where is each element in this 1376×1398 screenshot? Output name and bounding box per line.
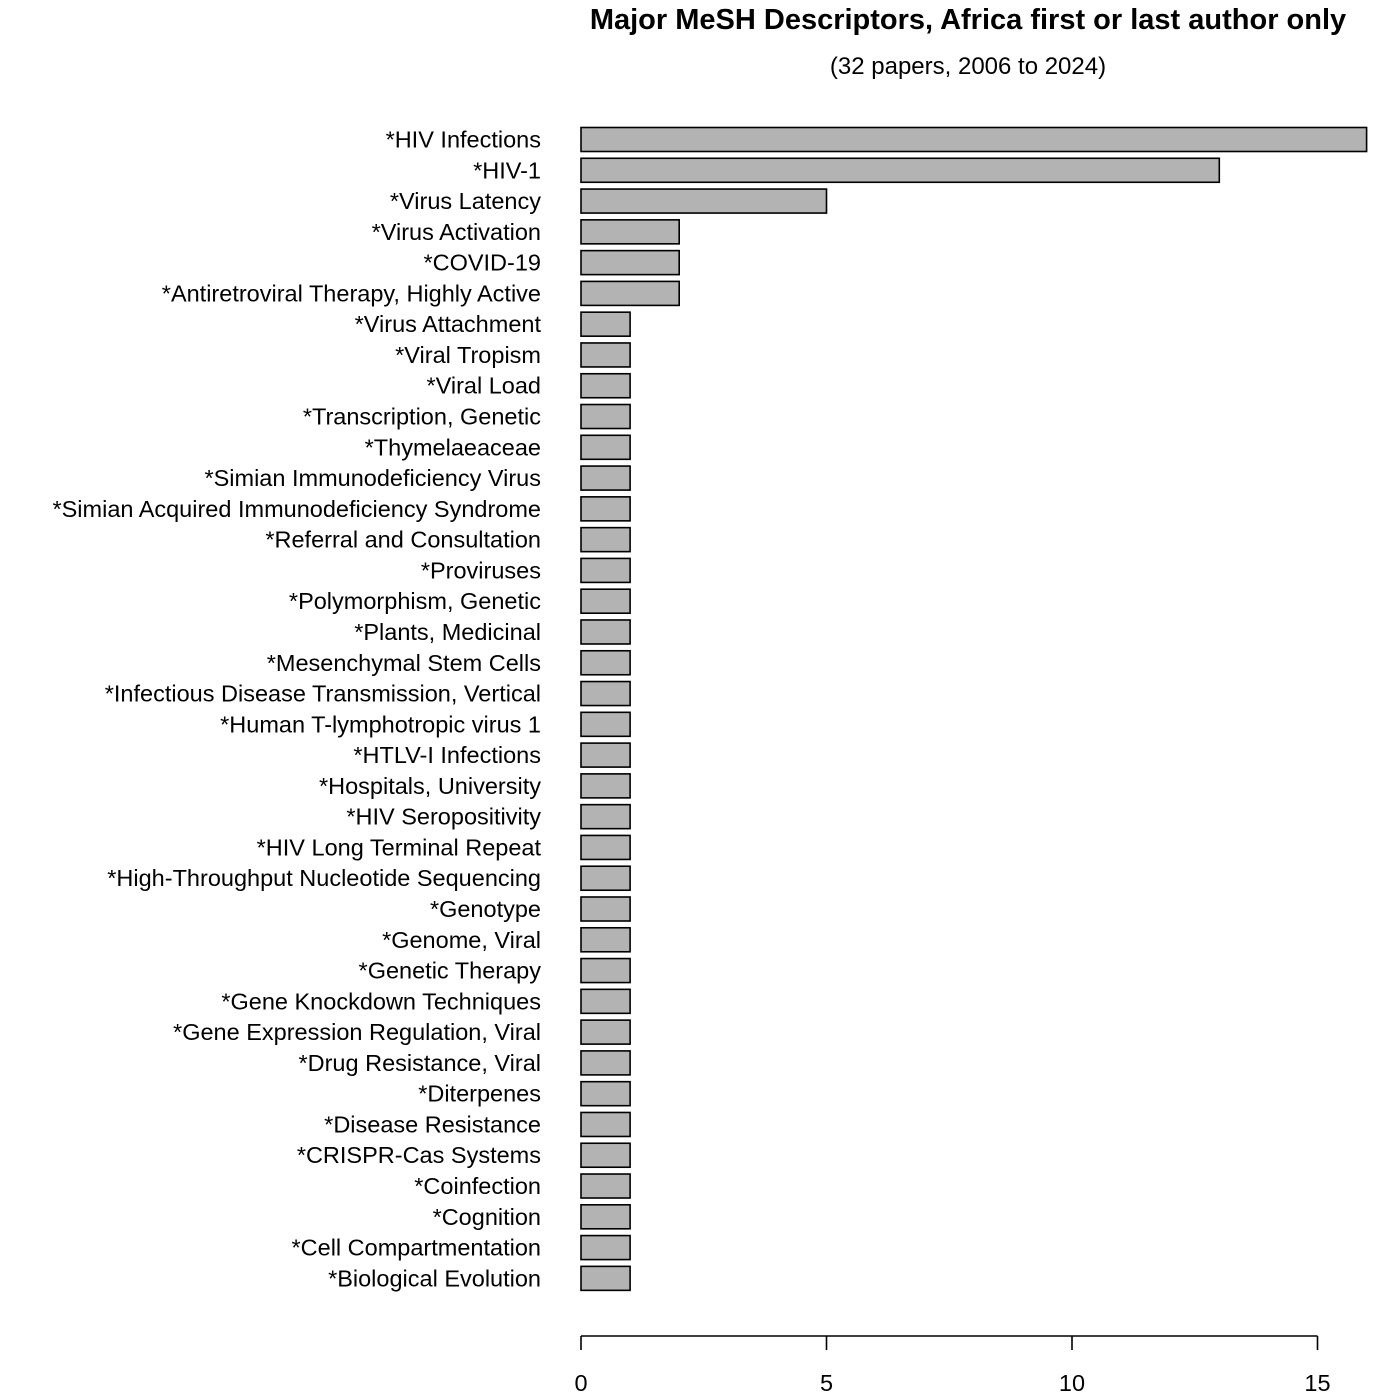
- category-label: *Human T-lymphotropic virus 1: [220, 711, 541, 738]
- bar: [581, 620, 630, 644]
- category-label: *Simian Immunodeficiency Virus: [204, 465, 541, 492]
- category-label: *Genome, Viral: [382, 926, 541, 953]
- category-label: *Transcription, Genetic: [302, 403, 541, 430]
- bars-group: [581, 128, 1367, 1291]
- category-label: *Biological Evolution: [328, 1265, 541, 1292]
- category-label: *Hospitals, University: [318, 772, 541, 799]
- category-label: *Cognition: [432, 1203, 541, 1230]
- bar: [581, 158, 1219, 182]
- x-tick-label: 10: [1058, 1370, 1086, 1396]
- bar: [581, 128, 1367, 152]
- x-tick-label: 15: [1304, 1370, 1331, 1396]
- category-labels: [52, 127, 541, 1292]
- category-label: *Coinfection: [414, 1173, 541, 1200]
- bar: [581, 589, 630, 613]
- category-label: *High-Throughput Nucleotide Sequencing: [107, 865, 541, 892]
- category-label: *Infectious Disease Transmission, Vertical: [104, 680, 541, 707]
- category-label: *Mesenchymal Stem Cells: [266, 649, 541, 676]
- bar: [581, 682, 630, 706]
- bar: [581, 989, 630, 1013]
- bar: [581, 251, 679, 275]
- category-label: *Polymorphism, Genetic: [288, 588, 541, 615]
- bar: [581, 189, 827, 213]
- category-label: *CRISPR-Cas Systems: [296, 1142, 541, 1169]
- category-label: *Virus Latency: [389, 188, 541, 215]
- bar: [581, 312, 630, 336]
- category-label: *HIV Seropositivity: [346, 803, 541, 830]
- chart-subtitle: (32 papers, 2006 to 2024): [829, 53, 1107, 80]
- category-label: *Cell Compartmentation: [291, 1234, 541, 1261]
- bar: [581, 466, 630, 490]
- bar: [581, 928, 630, 952]
- category-label: *Referral and Consultation: [265, 526, 541, 553]
- bar: [581, 835, 630, 859]
- x-tick-label: 0: [574, 1370, 588, 1396]
- category-label: *Plants, Medicinal: [354, 618, 541, 645]
- category-label: *Virus Activation: [371, 218, 541, 245]
- category-label: *Simian Acquired Immunodeficiency Syndrome: [52, 495, 541, 522]
- bar: [581, 897, 630, 921]
- category-label: *Proviruses: [420, 557, 541, 584]
- bar: [581, 497, 630, 521]
- bar: [581, 866, 630, 890]
- bar: [581, 651, 630, 675]
- category-label: *Genetic Therapy: [358, 957, 541, 984]
- bar: [581, 405, 630, 429]
- category-label: *Antiretroviral Therapy, Highly Active: [161, 280, 541, 307]
- bar: [581, 343, 630, 367]
- category-label: *Viral Tropism: [395, 341, 541, 368]
- bar: [581, 1020, 630, 1044]
- bar: [581, 959, 630, 983]
- bar: [581, 374, 630, 398]
- bar: [581, 1266, 630, 1290]
- category-label: *HIV-1: [473, 157, 541, 184]
- bar: [581, 712, 630, 736]
- category-label: *HIV Long Terminal Repeat: [256, 834, 541, 861]
- category-label: *Drug Resistance, Viral: [298, 1049, 541, 1076]
- category-label: *HIV Infections: [385, 126, 541, 153]
- bar: [581, 805, 630, 829]
- bar: [581, 435, 630, 459]
- bar: [581, 1205, 630, 1229]
- x-tick-label: 5: [819, 1370, 834, 1396]
- bar: [581, 220, 679, 244]
- bar: [581, 281, 679, 305]
- category-label: *Disease Resistance: [324, 1111, 541, 1138]
- bar: [581, 1174, 630, 1198]
- category-label: *Viral Load: [426, 372, 541, 399]
- bar: [581, 743, 630, 767]
- category-label: *Gene Knockdown Techniques: [221, 988, 541, 1015]
- category-label: *Thymelaeaceae: [364, 434, 541, 461]
- bar: [581, 558, 630, 582]
- x-axis: [574, 1336, 1330, 1396]
- category-label: *COVID-19: [423, 249, 541, 276]
- bar: [581, 1082, 630, 1106]
- bar: [581, 1112, 630, 1136]
- category-label: *Diterpenes: [418, 1080, 541, 1107]
- category-label: *Virus Attachment: [354, 311, 541, 338]
- bar: [581, 528, 630, 552]
- category-label: *HTLV-I Infections: [353, 742, 541, 769]
- chart-title: Major MeSH Descriptors, Africa first or last author only: [589, 4, 1347, 36]
- bar: [581, 1236, 630, 1260]
- bar: [581, 1051, 630, 1075]
- bar: [581, 1143, 630, 1167]
- bar: [581, 774, 630, 798]
- category-label: *Genotype: [429, 896, 541, 922]
- category-label: *Gene Expression Regulation, Viral: [173, 1019, 541, 1046]
